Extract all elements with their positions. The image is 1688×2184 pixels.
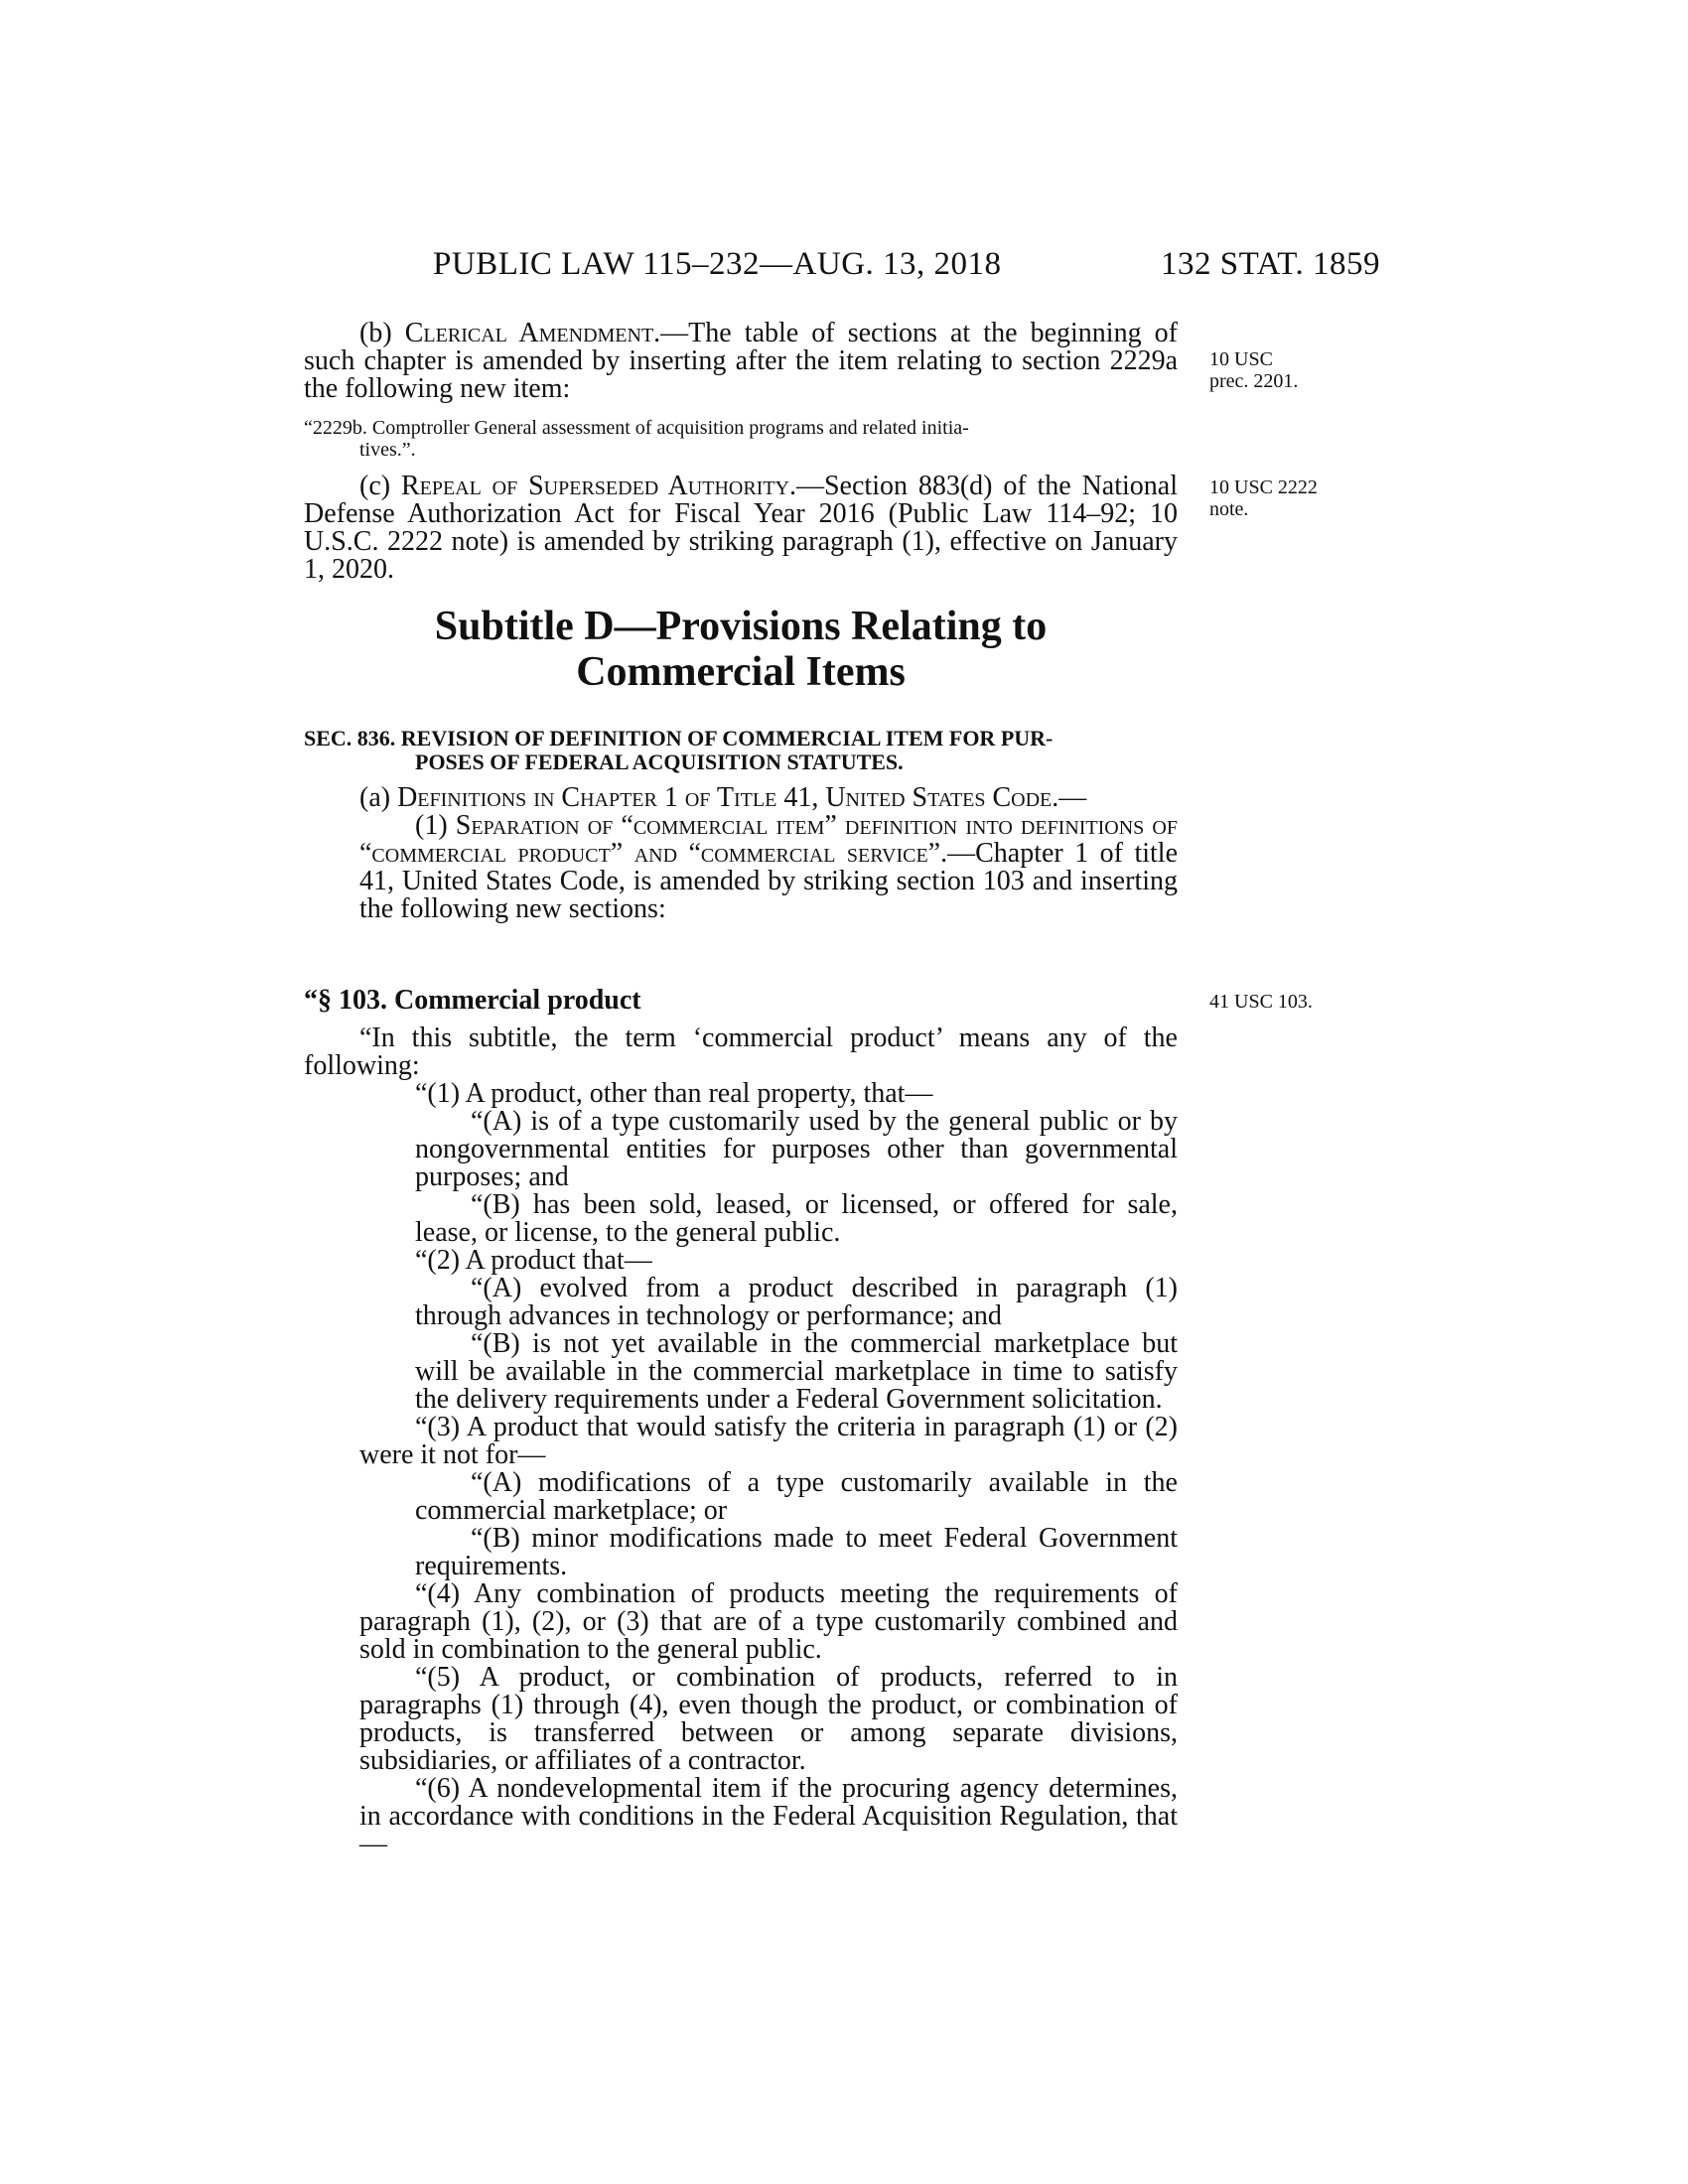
commercial-product-definition [304,1024,1178,1858]
definition-item: “(3) A product that would satisfy the criteria in paragraph (1) or (2) were it not for— [359,1412,1178,1470]
paragraph-a1-text: .—Chapter 1 of title 41, United States Code, is amended by striking section 103 and inserting the following new sections: [359,838,1178,924]
subtitle-line2: Commercial Items [576,649,906,695]
margin-note-2-line1: 10 USC 2222 [1209,477,1318,498]
definition-item: “(1) A product, other than real property, that— [415,1078,933,1109]
section-heading-line1: SEC. 836. REVISION OF DEFINITION OF COMMERCIAL ITEM FOR PUR- [304,726,1054,751]
section-103-title: “§ 103. Commercial product [304,985,641,1016]
paragraph-a1-heading: Separation of “commercial item” definition into definitions of “commercial product” and “commercial service” [359,810,1178,869]
margin-note-1 [1209,348,1358,392]
definition-items [304,1080,1178,1858]
margin-note-2-line2: note. [1209,498,1249,520]
paragraph-b-heading: Clerical Amendment [404,318,654,348]
section-heading [304,727,1178,774]
definition-item: “(B) is not yet available in the commercial marketplace but will be available in the commercial marketplace in time to satisfy the delivery requirements under a Federal Government solicitation. [415,1328,1178,1415]
table-of-sections-item [304,417,1178,461]
paragraph-c-label: (c) [359,471,401,501]
paragraph-b-text: .—The table of sections at the beginning of such chapter is amended by inserting after the item relating to section 2229a the following new item: [304,318,1178,404]
definition-item: “(A) is of a type customarily used by the general public or by nongovernmental entities for purposes other than governmental purposes; and [415,1106,1178,1192]
running-header-title: PUBLIC LAW 115–232—AUG. 13, 2018 [433,246,1002,282]
definition-item: “(A) evolved from a product described in paragraph (1) through advances in technology or performance; and [415,1273,1178,1331]
table-item-line2: tives.”. [359,439,416,461]
definition-item: “(4) Any combination of products meeting the requirements of paragraph (1), (2), or (3) that are of a type customarily combined and sold in combination to the general public. [359,1578,1178,1665]
paragraph-c [304,473,1178,584]
paragraph-c-heading: Repeal of Superseded Authority [400,471,789,501]
margin-note-1-line1: 10 USC [1209,348,1273,370]
paragraph-b [304,320,1178,403]
paragraph-a1-label: (1) [415,810,456,841]
paragraph-c-text: .—Section 883(d) of the National Defense Authorization Act for Fiscal Year 2016 (Public Law 114–92; 10 U.S.C. 2222 note) is amended by striking paragraph (1), effective on January 1, 2020. [304,471,1178,585]
definition-item: “(A) modifications of a type customarily available in the commercial marketplace; or [415,1467,1178,1526]
definition-item: “(5) A product, or combination of products, referred to in paragraphs (1) through (4), even though the product, or combination of products, is transferred between or among separate divisions, subsidiaries, or affiliates of a contractor. [359,1662,1178,1776]
definition-item: “(2) A product that— [415,1245,652,1276]
paragraph-a-heading: Definitions in Chapter 1 of Title 41, United States Code [397,782,1053,813]
subtitle-line1: Subtitle D—Provisions Relating to [434,604,1048,649]
paragraph-a-label: (a) [359,782,398,813]
margin-note-2 [1209,477,1358,520]
definition-intro: “In this subtitle, the term ‘commercial product’ means any of the following: [304,1023,1178,1081]
definition-item: “(6) A nondevelopmental item if the procuring agency determines, in accordance with conditions in the Federal Acquisition Regulation, that— [359,1773,1178,1859]
section-heading-line2: POSES OF FEDERAL ACQUISITION STATUTES. [415,750,904,774]
paragraph-a [304,784,1178,923]
paragraph-a-tail: .— [1052,782,1087,813]
subtitle-heading [304,604,1178,695]
table-item-line1: “2229b. Comptroller General assessment of acquisition programs and related initia- [304,417,969,439]
definition-item: “(B) has been sold, leased, or licensed, or offered for sale, lease, or license, to the general public. [415,1189,1178,1248]
margin-note-3: 41 USC 103. [1209,991,1313,1013]
paragraph-b-label: (b) [359,318,405,348]
margin-note-1-line2: prec. 2201. [1209,370,1299,392]
definition-item: “(B) minor modifications made to meet Federal Government requirements. [415,1523,1178,1581]
page-number: 132 STAT. 1859 [1160,246,1380,282]
